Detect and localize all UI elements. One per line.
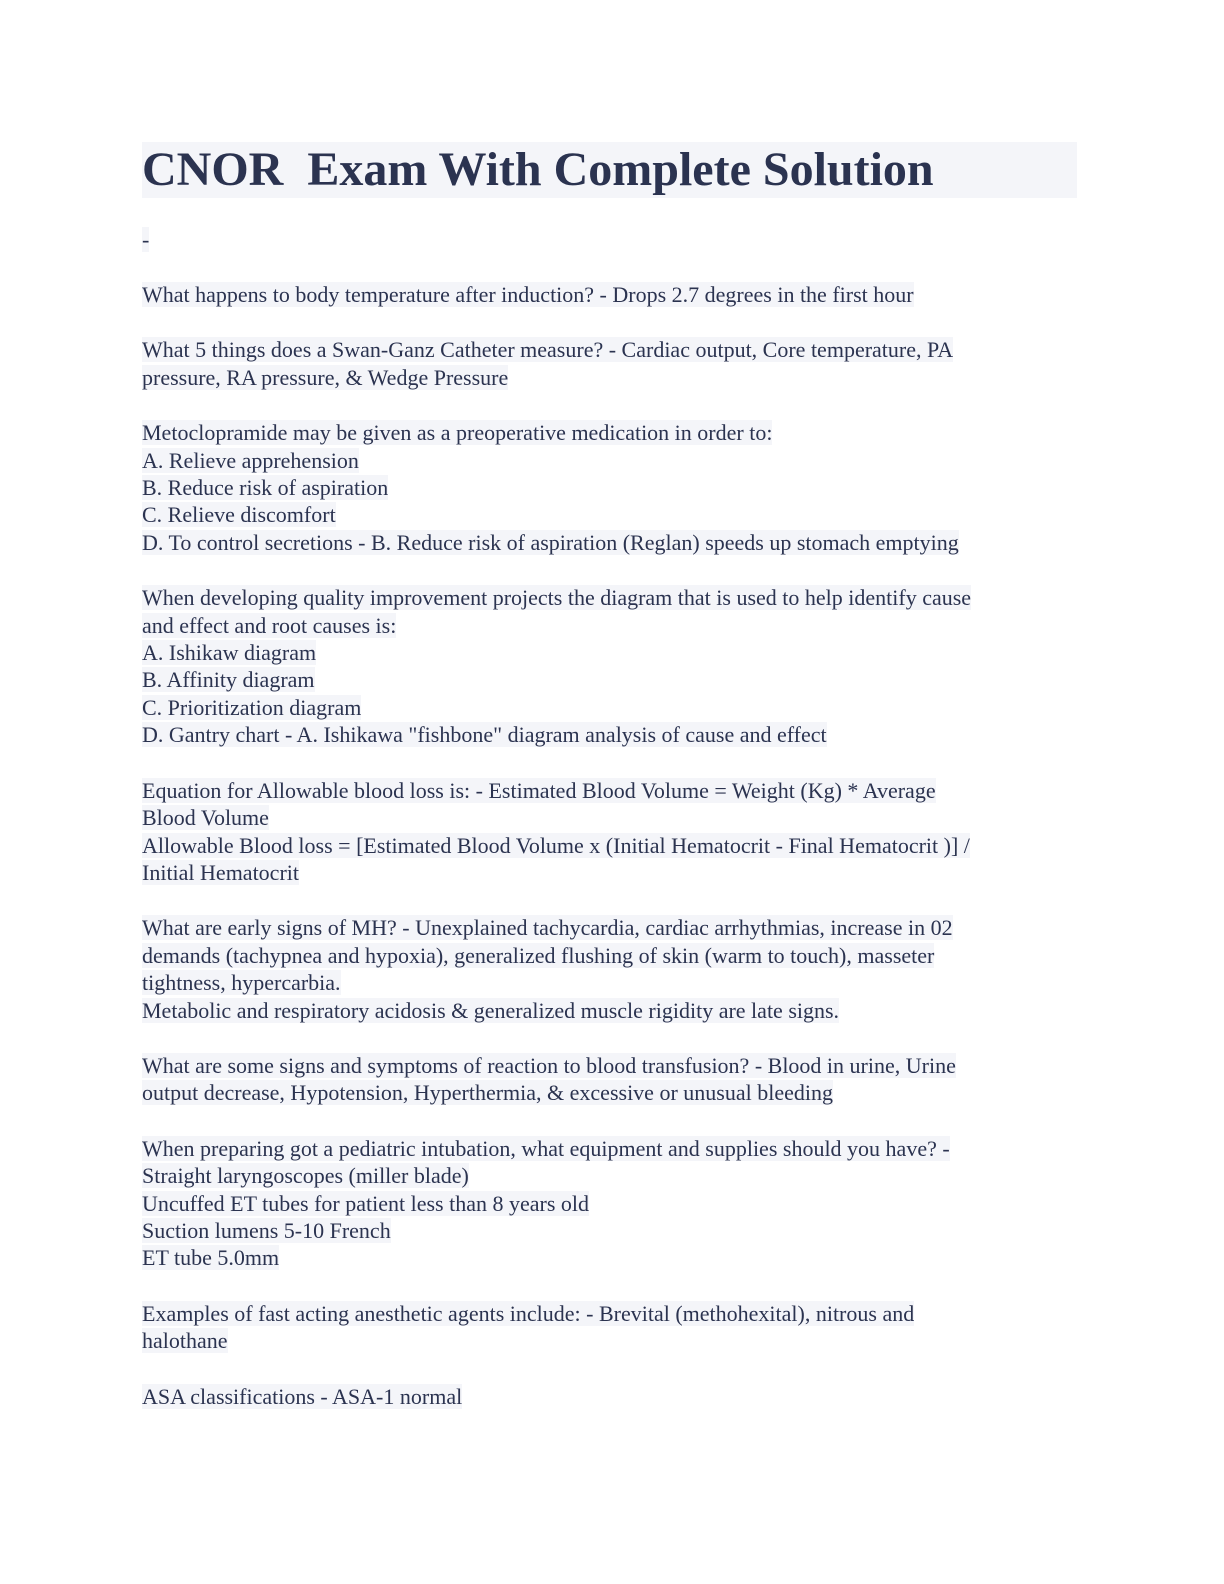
qa-line — [142, 997, 1077, 1024]
qa-line — [142, 914, 1077, 941]
qa-line-text: pressure, RA pressure, & Wedge Pressure — [142, 364, 509, 390]
qa-line — [142, 281, 1077, 308]
qa-line-text: B. Affinity diagram — [142, 667, 315, 693]
qa-line-text: Uncuffed ET tubes for patient less than 8 years old — [142, 1190, 590, 1216]
qa-line — [142, 1052, 1077, 1079]
qa-line-text: ASA classifications - ASA-1 normal — [142, 1383, 463, 1409]
qa-line-text: D. To control secretions - B. Reduce risk of aspiration (Reglan) speeds up stomach emptying — [142, 529, 959, 555]
qa-block — [142, 1135, 1077, 1272]
qa-line — [142, 721, 1077, 748]
qa-line-text: D. Gantry chart - A. Ishikawa "fishbone" diagram analysis of cause and effect — [142, 722, 827, 748]
qa-line — [142, 804, 1077, 831]
qa-line — [142, 501, 1077, 528]
qa-line — [142, 969, 1077, 996]
qa-line-text: Metabolic and respiratory acidosis & generalized muscle rigidity are late signs. — [142, 997, 840, 1023]
qa-line-text: C. Relieve discomfort — [142, 502, 336, 528]
qa-line-text: Blood Volume — [142, 805, 269, 831]
qa-line-text: Suction lumens 5-10 French — [142, 1217, 391, 1243]
qa-line-text: Allowable Blood loss = [Estimated Blood Volume x (Initial Hematocrit - Final Hematocrit )] / — [142, 832, 970, 858]
qa-line-text: Straight laryngoscopes (miller blade) — [142, 1163, 469, 1189]
qa-line — [142, 584, 1077, 611]
qa-line-text: A. Relieve apprehension — [142, 447, 359, 473]
qa-list — [142, 281, 1077, 1410]
qa-line-text: Equation for Allowable blood loss is: - Estimated Blood Volume = Weight (Kg) * Average — [142, 777, 936, 803]
qa-line-text: ET tube 5.0mm — [142, 1245, 280, 1271]
qa-line-text: tightness, hypercarbia. — [142, 970, 341, 996]
document-title: CNOR Exam With Complete Solution — [142, 142, 1077, 198]
qa-line-text: B. Reduce risk of aspiration — [142, 475, 389, 501]
qa-block — [142, 1383, 1077, 1410]
qa-line — [142, 612, 1077, 639]
qa-line-text: What happens to body temperature after induction? - Drops 2.7 degrees in the first hour — [142, 282, 914, 307]
qa-line — [142, 1217, 1077, 1244]
qa-block — [142, 914, 1077, 1024]
qa-line-text: Initial Hematocrit — [142, 859, 299, 885]
separator-dash-text: - — [142, 227, 150, 252]
qa-line-text: output decrease, Hypotension, Hyperthermia, & excessive or unusual bleeding — [142, 1080, 833, 1106]
qa-line — [142, 666, 1077, 693]
qa-block — [142, 336, 1077, 391]
qa-line — [142, 1162, 1077, 1189]
qa-line — [142, 942, 1077, 969]
qa-line-text: What are some signs and symptoms of reaction to blood transfusion? - Blood in urine, Urine — [142, 1052, 956, 1078]
qa-line — [142, 832, 1077, 859]
qa-line — [142, 474, 1077, 501]
qa-line-text: Examples of fast acting anesthetic agents include: - Brevital (methohexital), nitrous and — [142, 1300, 915, 1326]
qa-line — [142, 447, 1077, 474]
qa-line — [142, 364, 1077, 391]
document-page — [142, 142, 1077, 1410]
qa-line — [142, 1079, 1077, 1106]
qa-line-text: A. Ishikaw diagram — [142, 640, 317, 666]
qa-block — [142, 419, 1077, 556]
qa-line — [142, 777, 1077, 804]
qa-line-text: demands (tachypnea and hypoxia), generalized flushing of skin (warm to touch), masseter — [142, 942, 935, 968]
qa-line-text: and effect and root causes is: — [142, 612, 397, 638]
qa-block — [142, 281, 1077, 308]
qa-line — [142, 639, 1077, 666]
qa-line — [142, 336, 1077, 363]
qa-line — [142, 1190, 1077, 1217]
qa-line-text: What 5 things does a Swan-Ganz Catheter measure? - Cardiac output, Core temperature, PA — [142, 337, 954, 363]
qa-line — [142, 1135, 1077, 1162]
qa-line — [142, 419, 1077, 446]
qa-line — [142, 529, 1077, 556]
qa-line-text: C. Prioritization diagram — [142, 694, 362, 720]
qa-line — [142, 694, 1077, 721]
qa-line-text: When developing quality improvement projects the diagram that is used to help identify cause — [142, 585, 972, 611]
qa-line — [142, 1383, 1077, 1410]
qa-line — [142, 1300, 1077, 1327]
qa-line-text: halothane — [142, 1328, 228, 1354]
qa-line — [142, 1327, 1077, 1354]
qa-block — [142, 1052, 1077, 1107]
qa-block — [142, 777, 1077, 887]
qa-line — [142, 859, 1077, 886]
separator-dash — [142, 226, 1077, 253]
qa-line — [142, 1244, 1077, 1271]
qa-line-text: When preparing got a pediatric intubation, what equipment and supplies should you have? - — [142, 1135, 950, 1161]
qa-line-text: What are early signs of MH? - Unexplained tachycardia, cardiac arrhythmias, increase in 02 — [142, 915, 953, 941]
qa-block — [142, 1300, 1077, 1355]
qa-line-text: Metoclopramide may be given as a preoperative medication in order to: — [142, 420, 773, 446]
qa-block — [142, 584, 1077, 748]
